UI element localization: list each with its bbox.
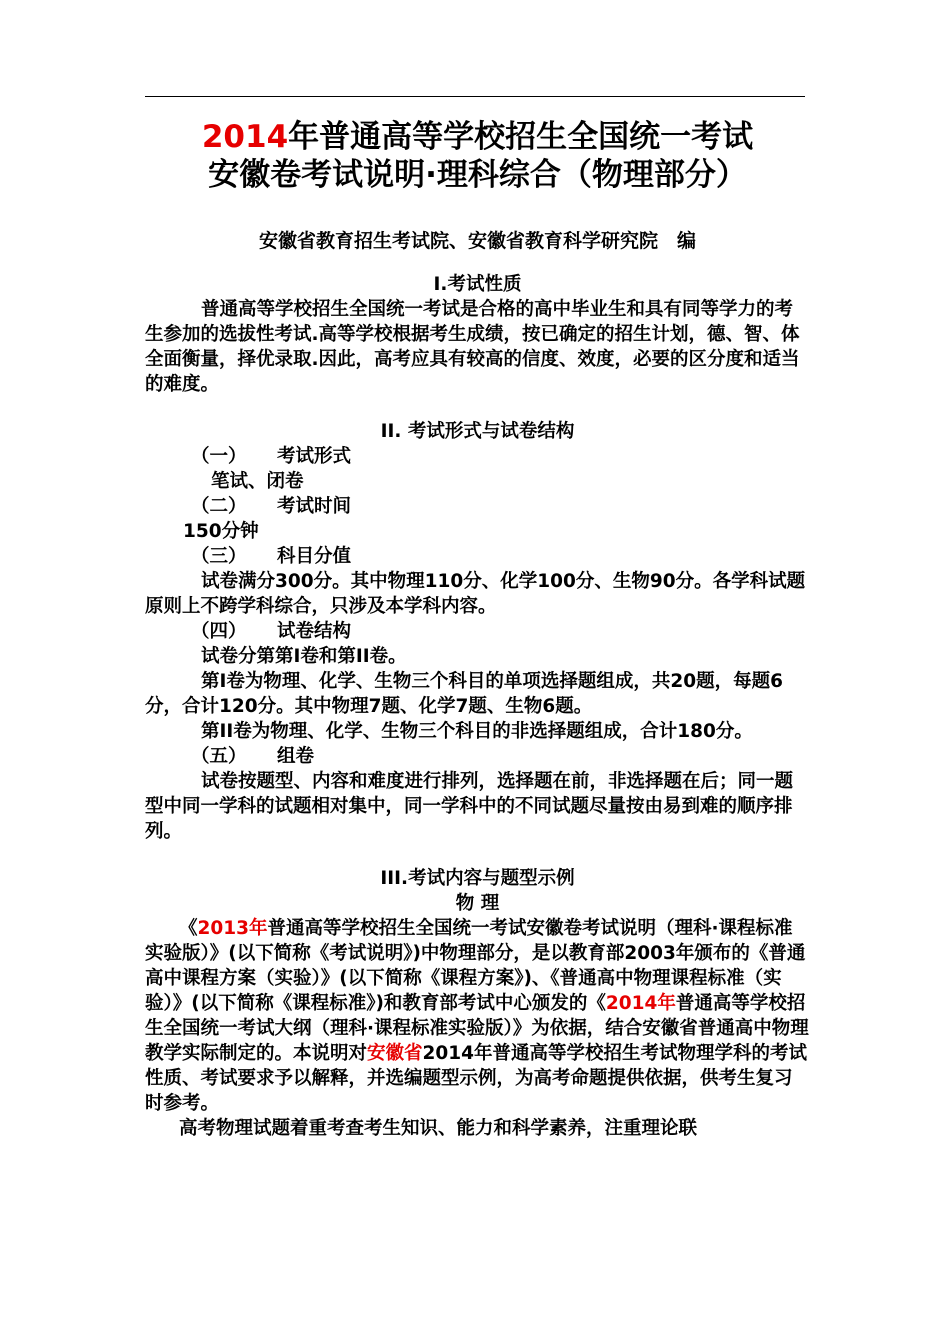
p1-part-c: 普通高等学校招生全国统一考试大纲（理科·课程标准实验版）》为依据，结合安徽省普通高中物理教学实际制定的。本说明对	[145, 993, 809, 1064]
item-1-label: 考试形式	[277, 446, 352, 467]
section3-heading: III.考试内容与题型示例	[380, 868, 575, 889]
item-3-label: 科目分值	[277, 546, 352, 567]
item-2-num: （二）	[191, 496, 247, 517]
score-text: 试卷满分300分。其中物理110分、化学100分、生物90分。各学科试题原则上不跨学科综合，只涉及本学科内容。	[145, 571, 806, 617]
p1-part-b: 普通高等学校招生全国统一考试安徽卷考试说明（理科·课程标准实验版）》(以下简称《考试说明》)中物理部分，是以教育部2003年颁布的《普通高中课程方案（实验）》(以下简称《课程方案》)、《普通高中物理课程标准（实验）》(以下简称《课程标准》)和教育部考试中心颁发的《	[145, 918, 806, 1014]
item-1	[145, 444, 810, 469]
physics-paragraph-1	[145, 916, 810, 1116]
item-4	[145, 619, 810, 644]
item-2-label: 考试时间	[277, 496, 352, 517]
p1-highlight-2: 2014年	[605, 993, 676, 1014]
structure-intro: 试卷分第第I卷和第II卷。	[201, 646, 407, 667]
title-year: 2014	[201, 119, 289, 155]
p1-highlight-1: 2013年	[197, 918, 268, 939]
p1-part-d: 2014年普通高等学校招生考试物理学科的考试性质、考试要求予以解释，并选编题型示例，为高考命题提供依据，供考生复习时参考。	[145, 1043, 808, 1114]
item-4-label: 试卷结构	[277, 621, 352, 642]
physics-paragraph-2: 高考物理试题着重考查考生知识、能力和科学素养，注重理论联	[179, 1118, 698, 1139]
title-line-1	[145, 118, 810, 156]
document-title	[145, 118, 810, 194]
section1-heading: I.考试性质	[433, 274, 522, 295]
header-rule	[145, 96, 805, 97]
exam-time: 150分钟	[183, 521, 259, 542]
title-line-2: 安徽卷考试说明·理科综合（物理部分）	[208, 157, 747, 193]
structure-part1: 第I卷为物理、化学、生物三个科目的单项选择题组成，共20题，每题6分，合计120分。其中物理7题、化学7题、生物6题。	[145, 671, 784, 717]
item-5-num: （五）	[191, 746, 247, 767]
title-line-1-text: 年普通高等学校招生全国统一考试	[288, 119, 754, 155]
structure-part2: 第II卷为物理、化学、生物三个科目的非选择题组成，合计180分。	[201, 721, 753, 742]
item-3-num: （三）	[191, 546, 247, 567]
assembly-text: 试卷按题型、内容和难度进行排列，选择题在前，非选择题在后；同一题型中同一学科的试题相对集中，同一学科中的不同试题尽量按由易到难的顺序排列。	[145, 771, 794, 842]
exam-form: 笔试、闭卷	[211, 471, 304, 492]
item-4-num: （四）	[191, 621, 247, 642]
section3-subheading: 物 理	[455, 893, 500, 914]
item-3	[145, 544, 810, 569]
p1-part-a: 《	[179, 918, 198, 939]
document-body	[145, 118, 810, 1141]
p1-highlight-3: 安徽省	[367, 1043, 423, 1064]
item-2	[145, 494, 810, 519]
section1-body: 普通高等学校招生全国统一考试是合格的高中毕业生和具有同等学力的考生参加的选拔性考试.高等学校根据考生成绩，按已确定的招生计划，德、智、体全面衡量，择优录取.因此，高考应具有较高的信度、效度，必要的区分度和适当的难度。	[145, 299, 800, 395]
item-5-label: 组卷	[277, 746, 315, 767]
author-line: 安徽省教育招生考试院、安徽省教育科学研究院 编	[258, 230, 696, 252]
section2-heading: II. 考试形式与试卷结构	[380, 421, 575, 442]
item-1-num: （一）	[191, 446, 247, 467]
item-5	[145, 744, 810, 769]
